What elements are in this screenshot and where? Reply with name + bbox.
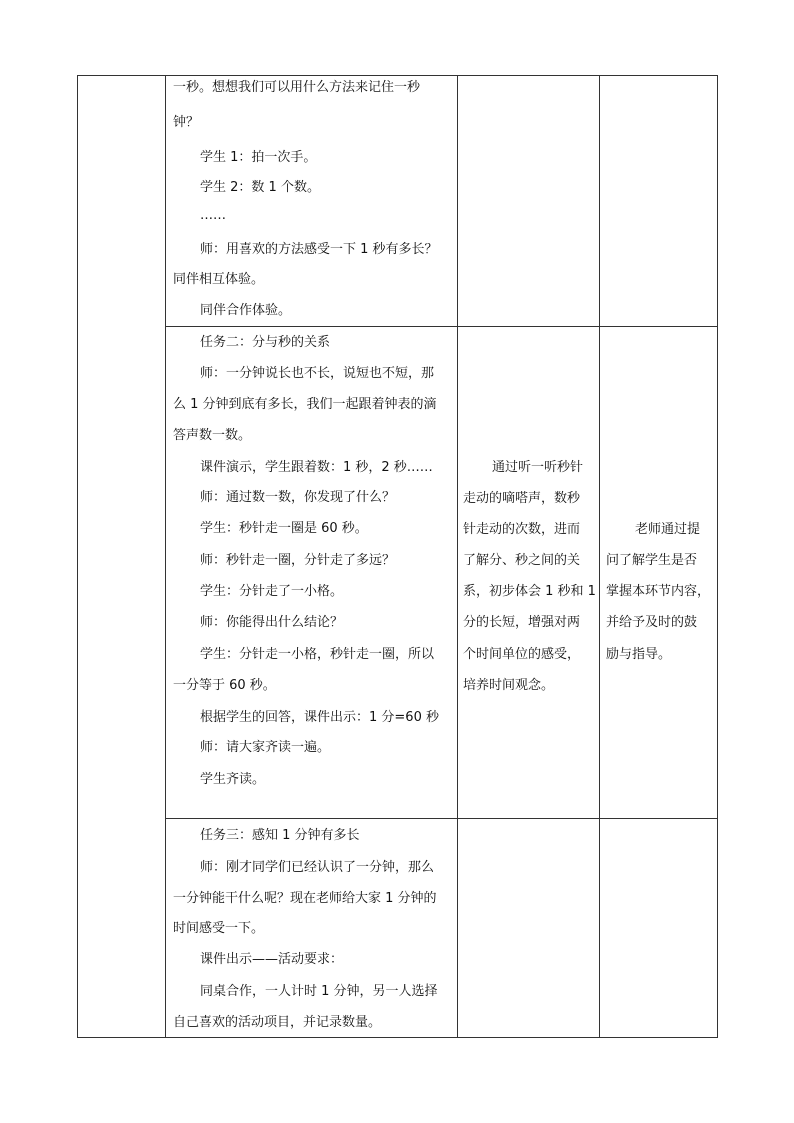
text-line: 老师通过提 <box>635 522 701 537</box>
text-line: 了解分、秒之间的关 <box>463 553 581 568</box>
text-line: 课件演示，学生跟着数：1 秒，2 秒…… <box>200 460 433 475</box>
text-line: 自己喜欢的活动项目，并记录数量。 <box>173 1015 382 1030</box>
text-line: 针走动的次数，进而 <box>463 522 581 537</box>
text-line: 励与指导。 <box>606 647 672 662</box>
text-line: …… <box>200 208 226 223</box>
text-line: 师：请大家齐读一遍。 <box>200 740 331 755</box>
text-line: 分的长短，增强对两 <box>463 615 581 630</box>
text-line: 师：刚才同学们已经认识了一分钟，那么 <box>200 860 435 875</box>
text-line: 学生：秒针走一圈是 60 秒。 <box>200 521 368 536</box>
column-divider <box>165 76 166 1037</box>
text-line: 一分等于 60 秒。 <box>173 678 276 693</box>
text-line: 课件出示——活动要求： <box>200 952 344 967</box>
text-line: 掌握本环节内容， <box>606 584 711 599</box>
text-line: 走动的嘀嗒声，数秒 <box>463 491 581 506</box>
text-line: 根据学生的回答，课件出示：1 分=60 秒 <box>200 710 439 725</box>
text-line: 师：用喜欢的方法感受一下 1 秒有多长？ <box>200 242 438 257</box>
row-divider <box>165 326 717 327</box>
text-line: 师：通过数一数，你发现了什么？ <box>200 490 396 505</box>
text-line: 一分钟能干什么呢？现在老师给大家 1 分钟的 <box>173 891 437 906</box>
text-line: 系，初步体会 1 秒和 1 <box>463 584 596 599</box>
text-line: 一秒。想想我们可以用什么方法来记住一秒 <box>173 80 421 95</box>
text-line: 钟？ <box>173 115 200 130</box>
text-line: 同伴相互体验。 <box>173 272 265 287</box>
column-divider <box>457 76 458 1037</box>
text-line: 师：一分钟说长也不长，说短也不短，那 <box>200 366 435 381</box>
text-line: 同桌合作，一人计时 1 分钟，另一人选择 <box>200 984 438 999</box>
text-line: 学生齐读。 <box>200 772 266 787</box>
text-line: 师：你能得出什么结论？ <box>200 615 344 630</box>
text-line: 并给予及时的鼓 <box>606 615 698 630</box>
text-line: 问了解学生是否 <box>606 553 698 568</box>
text-line: 通过听一听秒针 <box>492 460 584 475</box>
text-line: 学生：分针走了一小格。 <box>200 584 344 599</box>
text-line: 答声数一数。 <box>173 428 252 443</box>
text-line: 培养时间观念。 <box>463 678 555 693</box>
text-line: 任务二：分与秒的关系 <box>200 335 331 350</box>
text-line: 同伴合作体验。 <box>200 303 292 318</box>
text-line: 学生 1：拍一次手。 <box>200 150 317 165</box>
text-line: 学生：分针走一小格，秒针走一圈，所以 <box>200 647 435 662</box>
row-divider <box>165 818 717 819</box>
text-line: 时间感受一下。 <box>173 921 265 936</box>
text-line: 任务三：感知 1 分钟有多长 <box>200 828 360 843</box>
column-divider <box>599 76 600 1037</box>
text-line: 个时间单位的感受， <box>463 647 581 662</box>
text-line: 学生 2：数 1 个数。 <box>200 180 320 195</box>
text-line: 么 1 分钟到底有多长，我们一起跟着钟表的滴 <box>173 397 437 412</box>
text-line: 师：秒针走一圈，分针走了多远？ <box>200 553 396 568</box>
